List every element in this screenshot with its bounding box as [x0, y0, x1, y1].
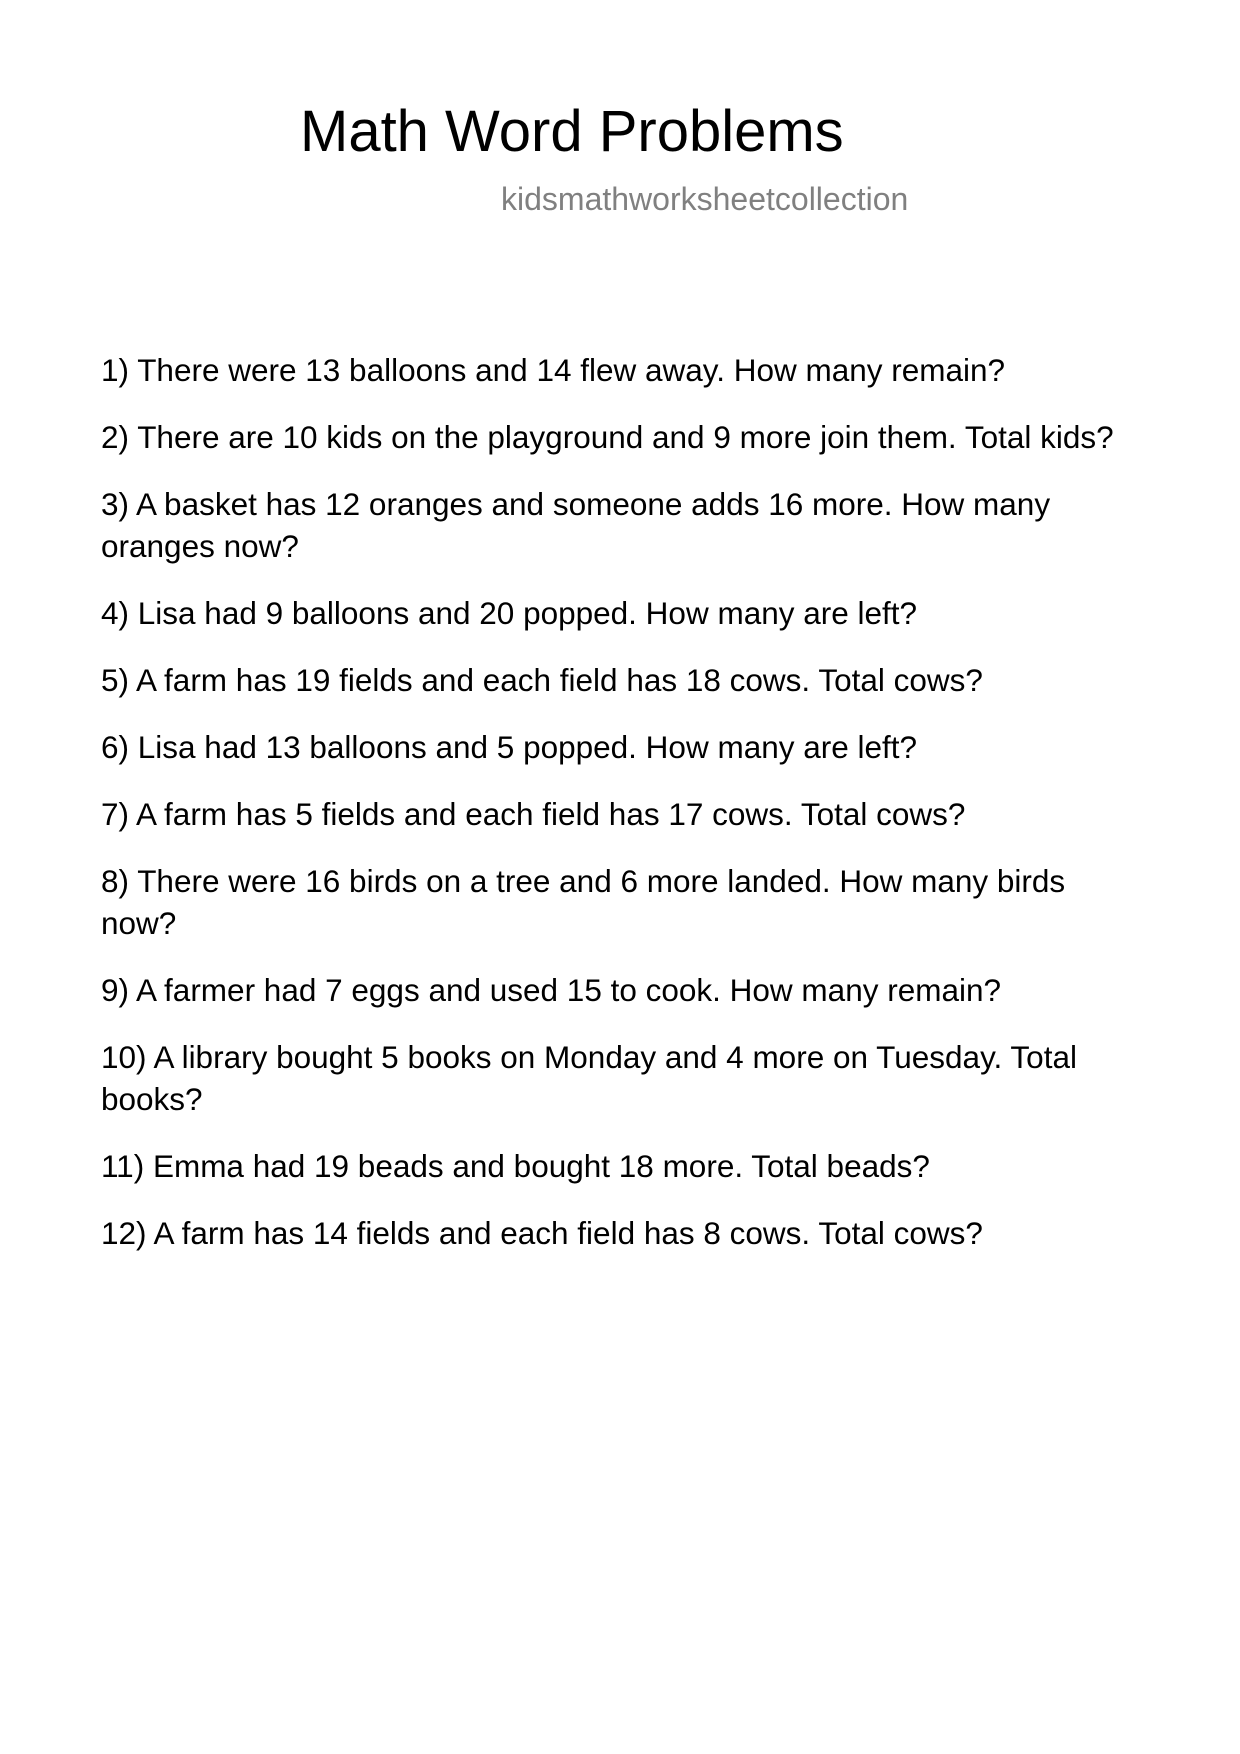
problem-item-9: 9) A farmer had 7 eggs and used 15 to cook. How many remain?: [101, 972, 1002, 1008]
page-subtitle: kidsmathworksheetcollection: [501, 181, 909, 217]
problem-item-7: 7) A farm has 5 fields and each field has 17 cows. Total cows?: [101, 796, 966, 832]
problem-item-5: 5) A farm has 19 fields and each field has 18 cows. Total cows?: [101, 662, 983, 698]
problem-item-6: 6) Lisa had 13 balloons and 5 popped. How many are left?: [101, 729, 918, 765]
problem-item-12: 12) A farm has 14 fields and each field has 8 cows. Total cows?: [101, 1215, 983, 1251]
problem-item-8: 8) There were 16 birds on a tree and 6 more landed. How many birds now?: [101, 863, 1066, 941]
problem-item-1: 1) There were 13 balloons and 14 flew away. How many remain?: [101, 352, 1006, 388]
problem-item-4: 4) Lisa had 9 balloons and 20 popped. How many are left?: [101, 595, 918, 631]
problem-list: [101, 349, 1141, 1279]
problem-item-10: 10) A library bought 5 books on Monday and 4 more on Tuesday. Total books?: [101, 1039, 1077, 1117]
problem-item-11: 11) Emma had 19 beads and bought 18 more. Total beads?: [101, 1148, 930, 1184]
problem-item-3: 3) A basket has 12 oranges and someone adds 16 more. How many oranges now?: [101, 486, 1051, 564]
problem-item-2: 2) There are 10 kids on the playground and 9 more join them. Total kids?: [101, 419, 1114, 455]
page-title: Math Word Problems: [300, 99, 844, 164]
